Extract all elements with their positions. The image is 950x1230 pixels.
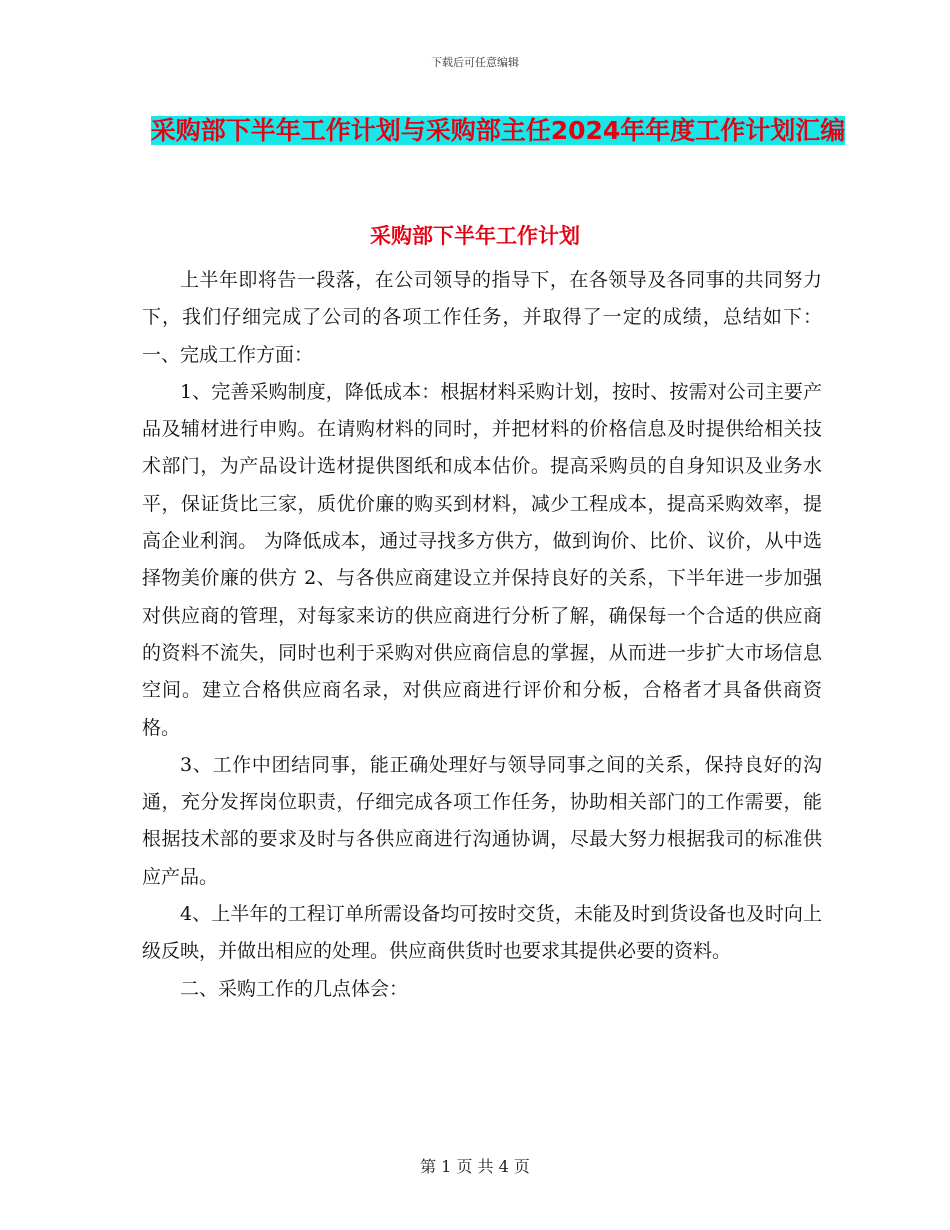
paragraph-intro: 上半年即将告一段落，在公司领导的指导下，在各领导及各同事的共同努力下，我们仔细完成了公司的各项工作任务，并取得了一定的成绩，总结如下： 一、完成工作方面： — [142, 269, 822, 366]
document-title-text: 采购部下半年工作计划与采购部主任2024年年度工作计划汇编 — [150, 116, 846, 145]
header-note: 下载后可任意编辑 — [431, 56, 519, 69]
page-footer: 第 1 页 共 4 页 — [420, 1157, 530, 1176]
paragraph-item-3: 3、工作中团结同事，能正确处理好与领导同事之间的关系，保持良好的沟通，充分发挥岗位职责，仔细完成各项工作任务，协助相关部门的工作需要，能根据技术部的要求及时与各供应商进行沟通协调，尽最大努力根据我司的标准供应产品。 — [142, 753, 822, 888]
paragraph-item-4: 4、上半年的工程订单所需设备均可按时交货，未能及时到货设备也及时向上级反映，并做出相应的处理。供应商供货时也要求其提供必要的资料。 — [142, 903, 822, 963]
section-title: 采购部下半年工作计划 — [370, 224, 580, 248]
body-text — [142, 262, 822, 1008]
paragraph-section-2-heading: 二、采购工作的几点体会： — [180, 977, 409, 1000]
paragraph-item-1-2: 1、完善采购制度，降低成本：根据材料采购计划，按时、按需对公司主要产品及辅材进行申购。在请购材料的同时，并把材料的价格信息及时提供给相关技术部门，为产品设计选材提供图纸和成本估价。提高采购员的自身知识及业务水平，保证货比三家，质优价廉的购买到材料，减少工程成本，提高采购效率，提高企业利润。 为降低成本，通过寻找多方供方，做到询价、比价、议价，从中选择物美价廉的供方 2、与各供应商建设立并保持良好的关系，下半年进一步加强对供应商的管理，对每家来访的供应商进行分析了解，确保每一个合适的供应商的资料不流失，同时也利于采购对供应商信息的掌握，从而进一步扩大市场信息空间。建立合格供应商名录，对供应商进行评价和分板，合格者才具备供商资格。 — [142, 380, 822, 739]
document-title — [140, 108, 856, 154]
